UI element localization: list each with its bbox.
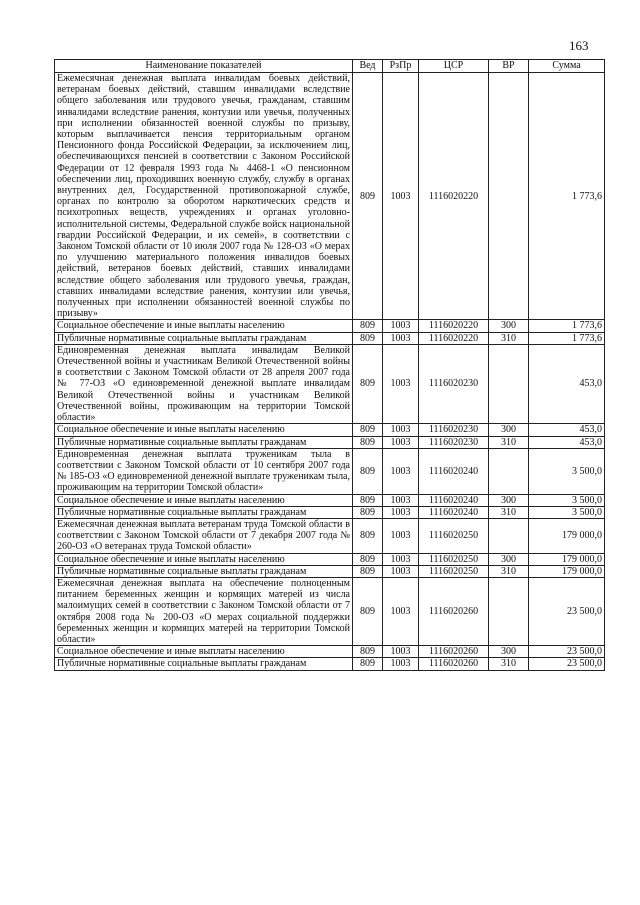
table-row <box>55 506 605 518</box>
row-ved-cell: 809 <box>353 506 383 518</box>
row-csr-cell: 1116020220 <box>419 320 489 332</box>
row-vr-cell: 310 <box>489 658 529 670</box>
header-sum: Сумма <box>529 60 605 73</box>
row-ved-cell: 809 <box>353 320 383 332</box>
header-vr: ВР <box>489 60 529 73</box>
row-csr-cell: 1116020240 <box>419 448 489 494</box>
row-rzpr-cell: 1003 <box>383 506 419 518</box>
table-row <box>55 658 605 670</box>
row-rzpr-cell: 1003 <box>383 73 419 320</box>
row-sum-cell: 179 000,0 <box>529 518 605 553</box>
row-name-cell: Публичные нормативные социальные выплаты гражданам <box>55 332 353 344</box>
row-csr-cell: 1116020260 <box>419 658 489 670</box>
table-row <box>55 344 605 423</box>
table-header-row <box>55 60 605 73</box>
row-name-cell: Публичные нормативные социальные выплаты гражданам <box>55 436 353 448</box>
row-vr-cell <box>489 73 529 320</box>
row-ved-cell: 809 <box>353 577 383 645</box>
row-name-cell: Социальное обеспечение и иные выплаты населению <box>55 494 353 506</box>
row-sum-cell: 179 000,0 <box>529 565 605 577</box>
table-row <box>55 436 605 448</box>
row-name-cell: Социальное обеспечение и иные выплаты населению <box>55 646 353 658</box>
header-csr: ЦСР <box>419 60 489 73</box>
row-vr-cell <box>489 344 529 423</box>
page-number: 163 <box>569 38 589 53</box>
row-csr-cell: 1116020220 <box>419 73 489 320</box>
row-rzpr-cell: 1003 <box>383 424 419 436</box>
row-vr-cell: 300 <box>489 553 529 565</box>
row-rzpr-cell: 1003 <box>383 658 419 670</box>
row-rzpr-cell: 1003 <box>383 553 419 565</box>
row-csr-cell: 1116020230 <box>419 436 489 448</box>
row-vr-cell: 310 <box>489 436 529 448</box>
row-sum-cell: 3 500,0 <box>529 506 605 518</box>
row-sum-cell: 3 500,0 <box>529 448 605 494</box>
row-rzpr-cell: 1003 <box>383 332 419 344</box>
header-ved: Вед <box>353 60 383 73</box>
row-ved-cell: 809 <box>353 332 383 344</box>
row-csr-cell: 1116020260 <box>419 577 489 645</box>
row-name-cell: Социальное обеспечение и иные выплаты населению <box>55 424 353 436</box>
row-csr-cell: 1116020250 <box>419 518 489 553</box>
row-ved-cell: 809 <box>353 436 383 448</box>
row-csr-cell: 1116020250 <box>419 553 489 565</box>
table-row <box>55 565 605 577</box>
row-vr-cell <box>489 448 529 494</box>
row-name-cell: Ежемесячная денежная выплата ветеранам труда Томской области в соответствии с Законом Томской области от 7 декабря 2007 года № 260-ОЗ «О ветеранах труда Томской области» <box>55 518 353 553</box>
row-csr-cell: 1116020220 <box>419 332 489 344</box>
table-row <box>55 518 605 553</box>
table-row <box>55 448 605 494</box>
row-name-cell: Ежемесячная денежная выплата на обеспечение полноценным питанием беременных женщин и кормящих матерей из числа малоимущих семей в соответствии с Законом Томской области от 7 октября 2008 года № 200-ОЗ «О мерах социальной поддержки беременных женщин и кормящих матерей на территории Томской области» <box>55 577 353 645</box>
row-ved-cell: 809 <box>353 448 383 494</box>
row-vr-cell: 300 <box>489 646 529 658</box>
table-row <box>55 577 605 645</box>
row-vr-cell <box>489 518 529 553</box>
row-sum-cell: 1 773,6 <box>529 320 605 332</box>
row-rzpr-cell: 1003 <box>383 646 419 658</box>
row-csr-cell: 1116020250 <box>419 565 489 577</box>
row-ved-cell: 809 <box>353 424 383 436</box>
row-rzpr-cell: 1003 <box>383 518 419 553</box>
row-ved-cell: 809 <box>353 73 383 320</box>
table-row <box>55 320 605 332</box>
table-row <box>55 646 605 658</box>
row-ved-cell: 809 <box>353 344 383 423</box>
row-name-cell: Единовременная денежная выплата инвалидам Великой Отечественной войны и участникам Великой Отечественной войны в соответствии с Законом Томской области от 28 апреля 2007 года № 77-ОЗ «О единовременной денежной выплате инвалидам Великой Отечественной войны и участникам Великой Отечественной войны, проживающим на территории Томской области» <box>55 344 353 423</box>
table-body <box>55 73 605 671</box>
row-csr-cell: 1116020230 <box>419 344 489 423</box>
row-sum-cell: 453,0 <box>529 424 605 436</box>
row-rzpr-cell: 1003 <box>383 344 419 423</box>
table-row <box>55 424 605 436</box>
row-name-cell: Единовременная денежная выплата труженикам тыла в соответствии с Законом Томской области от 10 сентября 2007 года № 185-ОЗ «О единовременной денежной выплате труженикам тыла, проживающим на территории Томской области» <box>55 448 353 494</box>
row-sum-cell: 23 500,0 <box>529 658 605 670</box>
row-ved-cell: 809 <box>353 646 383 658</box>
row-name-cell: Ежемесячная денежная выплата инвалидам боевых действий, ветеранам боевых действий, ставшим инвалидами вследствие общего заболевания или трудового увечья, гражданам, ставшим инвалидами вследствие ранения, контузии или увечья, полученных при исполнении обязанностей военной службы по призыву, которым выплачивается пенсия территориальным органом Пенсионного фонда Российской Федерации, за исключением лиц, обеспечивающихся пенсией в соответствии с Законом Российской Федерации от 12 февраля 1993 года № 4468-1 «О пенсионном обеспечении лиц, проходивших военную службу, службу в органах внутренних дел, Государственной противопожарной службе, органах по контролю за оборотом наркотических средств и психотропных веществ, учреждениях и органах уголовно-исполнительной системы, Федеральной службе войск национальной гвардии Российской Федерации, и их семей», в соответствии с Законом Томской области от 10 июля 2007 года № 128-ОЗ «О мерах по улучшению материального положения инвалидов боевых действий, ветеранов боевых действий, ставших инвалидами вследствие общего заболевания или трудового увечья, граждан, ставших инвалидами вследствие ранения, контузии или увечья, полученных при исполнении обязанностей военной службы по призыву» <box>55 73 353 320</box>
row-name-cell: Публичные нормативные социальные выплаты гражданам <box>55 506 353 518</box>
table-row <box>55 73 605 320</box>
table-row <box>55 332 605 344</box>
row-vr-cell: 300 <box>489 320 529 332</box>
row-sum-cell: 453,0 <box>529 436 605 448</box>
row-vr-cell: 300 <box>489 494 529 506</box>
row-sum-cell: 3 500,0 <box>529 494 605 506</box>
row-csr-cell: 1116020240 <box>419 494 489 506</box>
row-ved-cell: 809 <box>353 518 383 553</box>
row-ved-cell: 809 <box>353 658 383 670</box>
row-name-cell: Социальное обеспечение и иные выплаты населению <box>55 553 353 565</box>
row-csr-cell: 1116020230 <box>419 424 489 436</box>
row-vr-cell <box>489 577 529 645</box>
row-vr-cell: 310 <box>489 332 529 344</box>
row-name-cell: Публичные нормативные социальные выплаты гражданам <box>55 565 353 577</box>
row-rzpr-cell: 1003 <box>383 565 419 577</box>
row-name-cell: Социальное обеспечение и иные выплаты населению <box>55 320 353 332</box>
row-rzpr-cell: 1003 <box>383 494 419 506</box>
row-sum-cell: 1 773,6 <box>529 73 605 320</box>
table-row <box>55 553 605 565</box>
row-csr-cell: 1116020240 <box>419 506 489 518</box>
row-ved-cell: 809 <box>353 565 383 577</box>
header-name: Наименование показателей <box>55 60 353 73</box>
row-sum-cell: 1 773,6 <box>529 332 605 344</box>
row-rzpr-cell: 1003 <box>383 436 419 448</box>
row-vr-cell: 310 <box>489 506 529 518</box>
row-name-cell: Публичные нормативные социальные выплаты гражданам <box>55 658 353 670</box>
row-csr-cell: 1116020260 <box>419 646 489 658</box>
table-row <box>55 494 605 506</box>
row-sum-cell: 179 000,0 <box>529 553 605 565</box>
row-vr-cell: 300 <box>489 424 529 436</box>
row-rzpr-cell: 1003 <box>383 320 419 332</box>
row-ved-cell: 809 <box>353 553 383 565</box>
row-sum-cell: 453,0 <box>529 344 605 423</box>
header-rzpr: РзПр <box>383 60 419 73</box>
row-rzpr-cell: 1003 <box>383 577 419 645</box>
row-rzpr-cell: 1003 <box>383 448 419 494</box>
row-ved-cell: 809 <box>353 494 383 506</box>
row-sum-cell: 23 500,0 <box>529 577 605 645</box>
row-vr-cell: 310 <box>489 565 529 577</box>
row-sum-cell: 23 500,0 <box>529 646 605 658</box>
budget-table <box>54 59 605 671</box>
